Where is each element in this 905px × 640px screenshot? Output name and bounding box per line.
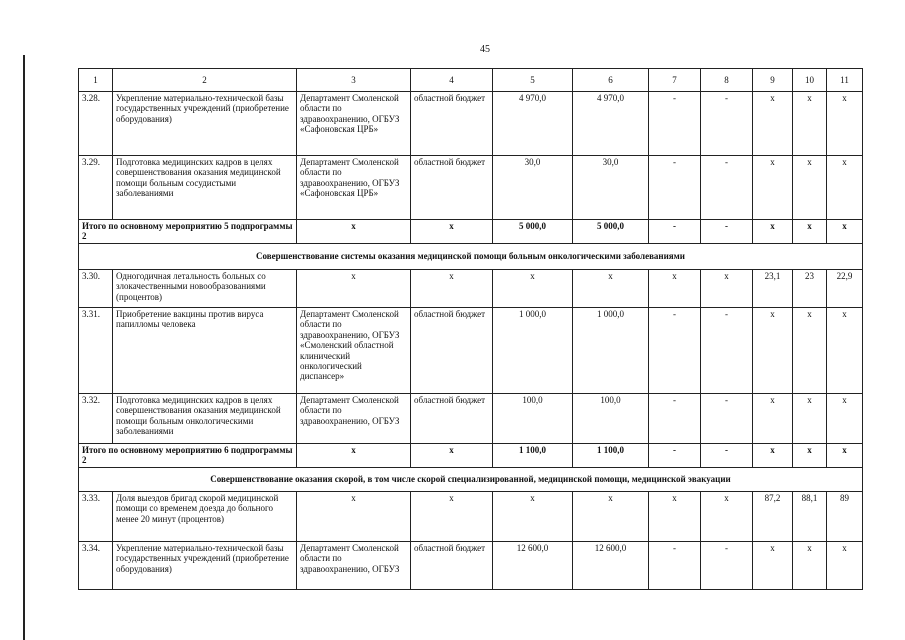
table-row [79,270,863,308]
value-cell-v6: х [573,491,649,541]
value-cell-v7: х [649,491,701,541]
value-cell-v6: 100,0 [573,394,649,444]
table-row [79,394,863,444]
section-title: Совершенствование оказания скорой, в том числе скорой специализированной, медицинской помощи, медицинской эвакуации [79,467,863,491]
column-header: 8 [701,69,753,92]
value-cell-v11: х [827,394,863,444]
value-cell-v5: 1 100,0 [493,444,573,468]
activity-name: Приобретение вакцины против вируса папилломы человека [113,308,297,394]
value-cell-v11: 89 [827,491,863,541]
column-header: 2 [113,69,297,92]
value-cell-v5: х [493,491,573,541]
column-header: 10 [793,69,827,92]
funding-source-cell: х [411,444,493,468]
value-cell-v10: х [793,394,827,444]
table-row [79,308,863,394]
activity-name: Подготовка медицинских кадров в целях совершенствования оказания медицинской помощи больным онкологическими заболеваниями [113,394,297,444]
value-cell-v9: х [753,156,793,220]
executor-cell: Департамент Смоленской области по здравоохранению, ОГБУЗ [297,541,411,589]
funding-source-cell: областной бюджет [411,394,493,444]
value-cell-v8: х [701,270,753,308]
table-row [79,541,863,589]
column-header: 3 [297,69,411,92]
value-cell-v11: х [827,156,863,220]
executor-cell: Департамент Смоленской области по здравоохранению, ОГБУЗ «Смоленский областной клинический онкологический диспансер» [297,308,411,394]
value-cell-v7: - [649,92,701,156]
value-cell-v10: х [793,308,827,394]
funding-source-cell: х [411,270,493,308]
section-heading-row [79,244,863,270]
column-header: 6 [573,69,649,92]
value-cell-v8: х [701,491,753,541]
column-header: 5 [493,69,573,92]
value-cell-v5: 12 600,0 [493,541,573,589]
subtotal-label: Итого по основному мероприятию 6 подпрограммы 2 [79,444,297,468]
column-header: 1 [79,69,113,92]
column-header: 4 [411,69,493,92]
item-number: 3.34. [79,541,113,589]
value-cell-v7: х [649,270,701,308]
value-cell-v10: х [793,156,827,220]
value-cell-v10: х [793,92,827,156]
value-cell-v8: - [701,444,753,468]
table-header-row [79,69,863,92]
value-cell-v10: 23 [793,270,827,308]
value-cell-v11: х [827,220,863,244]
value-cell-v9: 87,2 [753,491,793,541]
value-cell-v8: - [701,92,753,156]
item-number: 3.33. [79,491,113,541]
table-row [79,491,863,541]
value-cell-v10: х [793,444,827,468]
value-cell-v11: 22,9 [827,270,863,308]
item-number: 3.29. [79,156,113,220]
activity-name: Доля выездов бригад скорой медицинской помощи со временем доезда до больного менее 20 минут (процентов) [113,491,297,541]
page-number: 45 [480,44,490,55]
value-cell-v6: 1 100,0 [573,444,649,468]
value-cell-v7: - [649,541,701,589]
value-cell-v11: х [827,541,863,589]
value-cell-v10: 88,1 [793,491,827,541]
value-cell-v5: х [493,270,573,308]
column-header: 11 [827,69,863,92]
activity-name: Подготовка медицинских кадров в целях совершенствования оказания медицинской помощи больным сосудистыми заболеваниями [113,156,297,220]
subtotal-label: Итого по основному мероприятию 5 подпрограммы 2 [79,220,297,244]
executor-cell: х [297,270,411,308]
value-cell-v9: х [753,308,793,394]
value-cell-v8: - [701,308,753,394]
subtotal-row [79,444,863,468]
value-cell-v9: х [753,220,793,244]
executor-cell: х [297,491,411,541]
section-title: Совершенствование системы оказания медицинской помощи больным онкологическими заболеваниями [79,244,863,270]
funding-source-cell: областной бюджет [411,541,493,589]
item-number: 3.30. [79,270,113,308]
subtotal-row [79,220,863,244]
activity-name: Одногодичная летальность больных со злокачественными новообразованиями (процентов) [113,270,297,308]
value-cell-v6: 30,0 [573,156,649,220]
value-cell-v6: 5 000,0 [573,220,649,244]
program-activities-table [78,68,863,590]
funding-source-cell: х [411,220,493,244]
value-cell-v6: 1 000,0 [573,308,649,394]
value-cell-v7: - [649,308,701,394]
executor-cell: Департамент Смоленской области по здравоохранению, ОГБУЗ [297,394,411,444]
executor-cell: Департамент Смоленской области по здравоохранению, ОГБУЗ «Сафоновская ЦРБ» [297,92,411,156]
value-cell-v8: - [701,220,753,244]
value-cell-v10: х [793,220,827,244]
table-row [79,92,863,156]
value-cell-v7: - [649,220,701,244]
value-cell-v11: х [827,92,863,156]
value-cell-v9: х [753,394,793,444]
column-header: 9 [753,69,793,92]
value-cell-v7: - [649,156,701,220]
value-cell-v11: х [827,444,863,468]
executor-cell: Департамент Смоленской области по здравоохранению, ОГБУЗ «Сафоновская ЦРБ» [297,156,411,220]
binding-margin-line [23,55,25,640]
value-cell-v9: х [753,541,793,589]
value-cell-v10: х [793,541,827,589]
item-number: 3.32. [79,394,113,444]
executor-cell: х [297,220,411,244]
executor-cell: х [297,444,411,468]
activity-name: Укрепление материально-технической базы государственных учреждений (приобретение оборудования) [113,92,297,156]
value-cell-v5: 4 970,0 [493,92,573,156]
value-cell-v7: - [649,444,701,468]
value-cell-v9: х [753,92,793,156]
funding-source-cell: областной бюджет [411,92,493,156]
value-cell-v5: 100,0 [493,394,573,444]
funding-source-cell: областной бюджет [411,156,493,220]
item-number: 3.31. [79,308,113,394]
value-cell-v6: х [573,270,649,308]
funding-source-cell: х [411,491,493,541]
table-row [79,156,863,220]
value-cell-v5: 5 000,0 [493,220,573,244]
value-cell-v5: 1 000,0 [493,308,573,394]
value-cell-v8: - [701,541,753,589]
value-cell-v8: - [701,394,753,444]
value-cell-v9: х [753,444,793,468]
value-cell-v6: 4 970,0 [573,92,649,156]
value-cell-v6: 12 600,0 [573,541,649,589]
item-number: 3.28. [79,92,113,156]
value-cell-v9: 23,1 [753,270,793,308]
value-cell-v7: - [649,394,701,444]
column-header: 7 [649,69,701,92]
section-heading-row [79,467,863,491]
value-cell-v5: 30,0 [493,156,573,220]
value-cell-v11: х [827,308,863,394]
value-cell-v8: - [701,156,753,220]
activity-name: Укрепление материально-технической базы государственных учреждений (приобретение оборудования) [113,541,297,589]
funding-source-cell: областной бюджет [411,308,493,394]
